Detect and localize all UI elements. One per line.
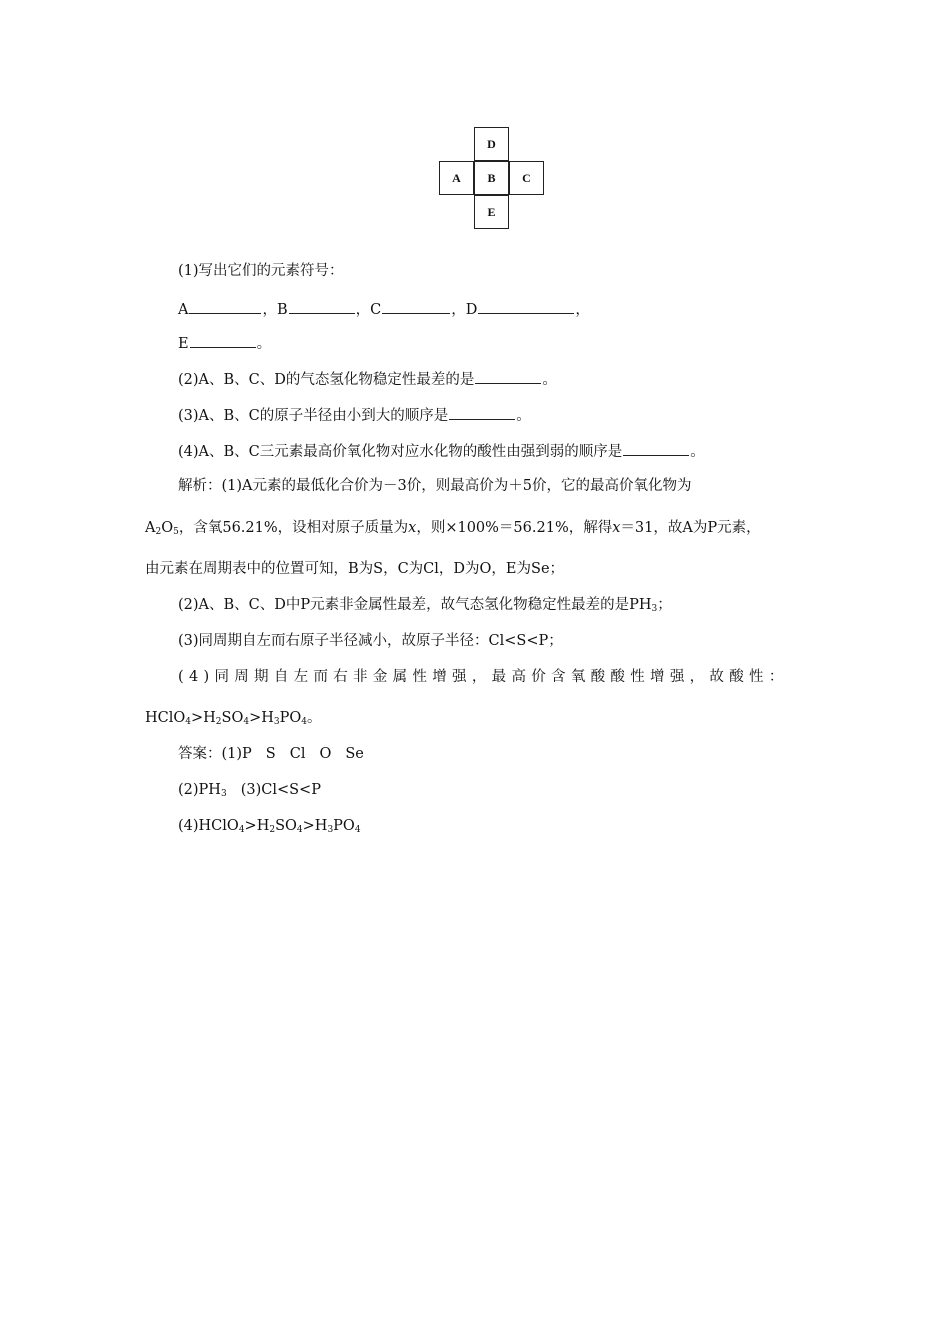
question-2 <box>178 369 557 389</box>
formula-part: A <box>145 520 156 536</box>
formula-part: >H <box>191 710 216 726</box>
formula-part: PO <box>333 818 355 834</box>
subscript: 5 <box>173 527 179 537</box>
formula-part: SO <box>275 818 297 834</box>
answer-line-1 <box>178 745 364 763</box>
analysis-line-1: 解析：(1)A元素的最低化合价为－3价，则最高价为＋5价，它的最高价氧化物为 <box>178 478 692 494</box>
formula-part: >H <box>302 818 328 834</box>
subscript: 4 <box>354 825 361 835</box>
period: 。 <box>307 710 322 726</box>
subscript: 3 <box>273 717 280 727</box>
analysis-line-4 <box>178 596 672 614</box>
formula-part: PO <box>279 710 302 726</box>
subscript: 2 <box>155 527 162 537</box>
text-part: ； <box>657 597 672 613</box>
question-1-blanks <box>178 299 590 319</box>
blank-e <box>190 333 256 348</box>
label-end: ， <box>575 302 590 318</box>
subscript: 3 <box>220 789 227 799</box>
answer-line-2 <box>178 781 321 799</box>
analysis-line-2 <box>145 519 761 537</box>
blank-d <box>478 299 574 314</box>
answer-part: Cl <box>289 746 306 762</box>
answer-part: S <box>265 746 276 762</box>
question-1-blank-e <box>178 333 271 353</box>
text-part: ，则×100%＝56.21%，解得 <box>416 520 613 536</box>
formula-part: HClO <box>145 710 186 726</box>
analysis-line-6: (4)同周期自左而右非金属性增强，最高价含氧酸酸性增强，故酸性： <box>178 669 789 685</box>
blank-b <box>289 299 355 314</box>
question-2-text: (2)A、B、C、D的气态氢化物稳定性最差的是 <box>178 372 475 388</box>
element-position-grid <box>439 127 547 229</box>
formula-part: (4)HClO <box>178 818 239 834</box>
subscript: 4 <box>301 717 308 727</box>
formula-part: O <box>161 520 174 536</box>
analysis-line-5: (3)同周期自左而右原子半径减小，故原子半径：Cl<S<P； <box>178 633 563 649</box>
question-1-title: (1)写出它们的元素符号： <box>178 263 344 279</box>
question-3 <box>178 405 531 425</box>
answer-line-3 <box>178 817 361 835</box>
text-part: (2)A、B、C、D中P元素非金属性最差，故气态氢化物稳定性最差的是PH <box>178 597 652 613</box>
answer-part: (2)PH <box>178 782 221 798</box>
period: 。 <box>256 336 272 352</box>
grid-cell-d: D <box>474 127 509 161</box>
label-d: ，D <box>451 302 478 318</box>
analysis-line-7 <box>145 709 322 727</box>
period: 。 <box>690 444 705 460</box>
grid-cell-a: A <box>439 161 474 195</box>
label-c: ，C <box>355 302 382 318</box>
subscript: 4 <box>185 717 191 727</box>
blank-q4 <box>623 441 689 456</box>
answer-part: 答案：(1)P <box>178 746 252 762</box>
subscript: 4 <box>238 825 245 835</box>
question-3-text: (3)A、B、C的原子半径由小到大的顺序是 <box>178 408 449 424</box>
subscript: 2 <box>215 717 222 727</box>
formula-part: SO <box>221 710 244 726</box>
subscript: 3 <box>327 825 334 835</box>
label-a: A <box>178 302 189 318</box>
blank-q2 <box>475 369 541 384</box>
blank-q3 <box>449 405 515 420</box>
subscript: 4 <box>296 825 303 835</box>
blank-c <box>382 299 450 314</box>
subscript: 3 <box>651 604 658 614</box>
formula-part: >H <box>249 710 274 726</box>
variable-x: x <box>612 520 621 536</box>
label-e: E <box>178 336 189 352</box>
formula-part: >H <box>244 818 270 834</box>
question-4-text: (4)A、B、C三元素最高价氧化物对应水化物的酸性由强到弱的顺序是 <box>178 444 623 460</box>
variable-x: x <box>408 520 417 536</box>
answer-part: O <box>319 746 332 762</box>
text-part: ，含氧56.21%，设相对原子质量为 <box>178 520 409 536</box>
grid-cell-b: B <box>474 161 509 195</box>
question-4 <box>178 441 705 461</box>
blank-a <box>189 299 261 314</box>
answer-part: Se <box>345 746 364 762</box>
period: 。 <box>542 372 557 388</box>
period: 。 <box>516 408 531 424</box>
grid-cell-c: C <box>509 161 544 195</box>
text-part: ＝31，故A为P元素， <box>620 520 761 536</box>
answer-part: (3)Cl<S<P <box>240 782 321 798</box>
subscript: 2 <box>269 825 276 835</box>
subscript: 4 <box>243 717 250 727</box>
analysis-line-3: 由元素在周期表中的位置可知，B为S，C为Cl，D为O，E为Se； <box>145 561 565 577</box>
label-b: ，B <box>262 302 288 318</box>
grid-cell-e: E <box>474 195 509 229</box>
